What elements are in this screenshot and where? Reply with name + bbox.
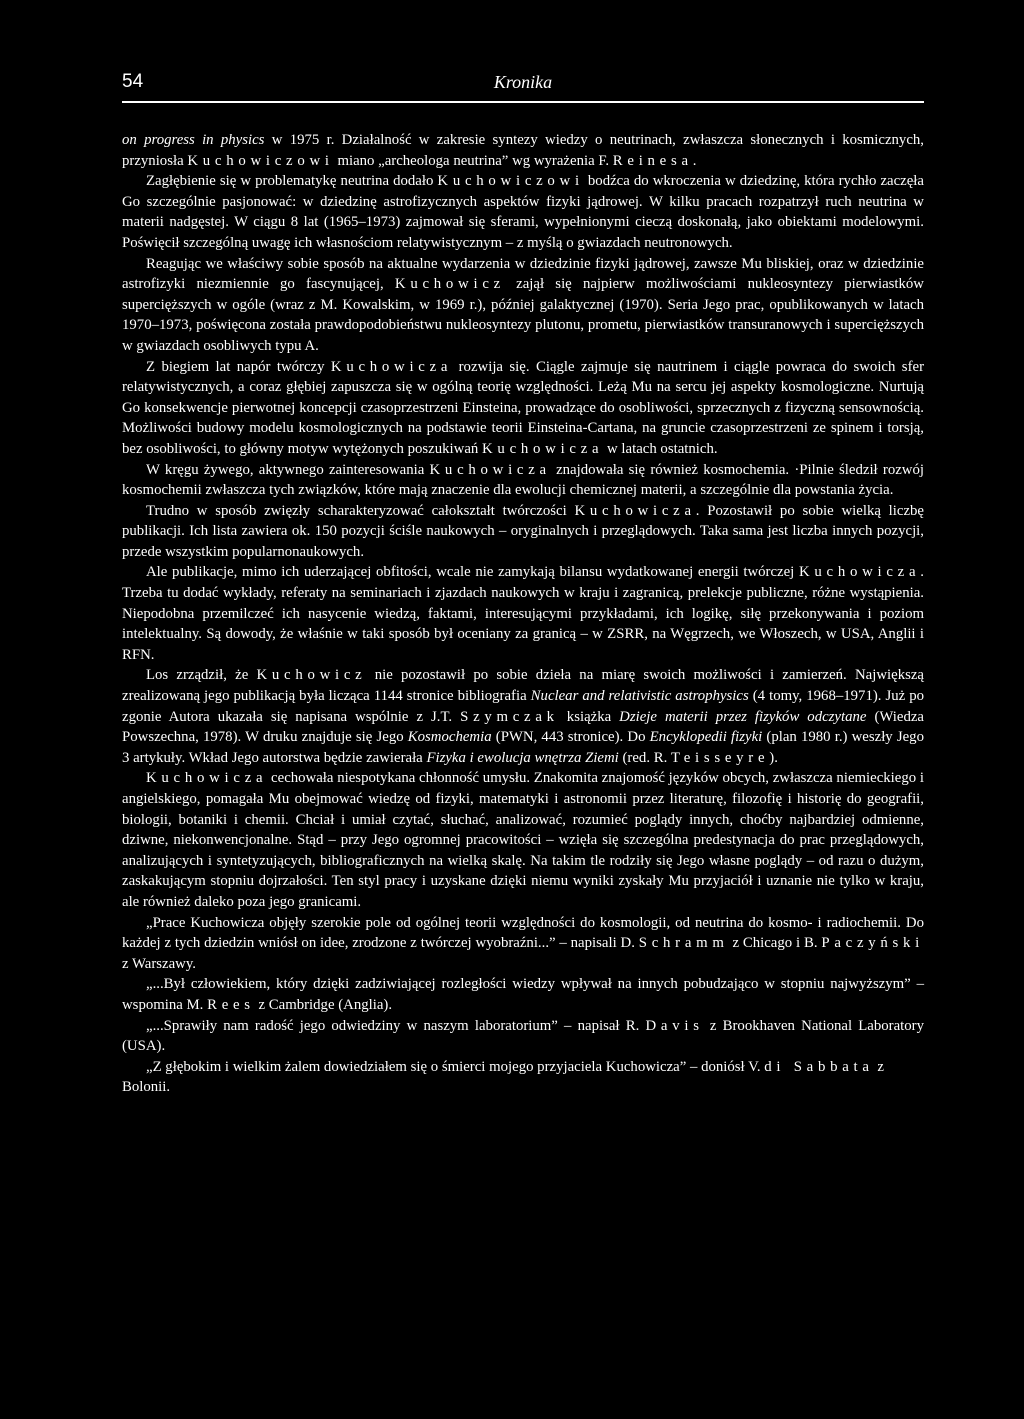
spaced-name: Rees — [207, 996, 255, 1013]
italic-title: Encyklopedii fizyki — [649, 729, 763, 746]
text-run: bodźca do wkroczenia w dziedzinę, która rychło zaczęła Go szczególnie pasjonować: w dziedzinę astrofizycznych aspektów fizyki jądrowej. W kilku pracach rozpatrzył ruch neutrina w materii nadgęstej. W ciągu 8 lat (1965–1973) zajmował się sferami, wypełnionymi cieczą doskonałą, jako obiektami modelowymi. Poświęcił szczególną uwagę ich własnościom relatywistycznym – z myślą o gwiazdach neutronowych. — [122, 173, 924, 251]
page-number: 54 — [122, 71, 144, 92]
italic-title: Dzieje materii przez fizyków odczytane — [619, 708, 867, 725]
text-run: w 1975 r. Działalność w zakresie syntezy wiedzy o neutrinach, zwłaszcza słonecznych i kosmicznych, przyniosła — [122, 132, 924, 169]
spaced-name: Davis — [645, 1017, 704, 1034]
text-run: (PWN, 443 stronice). Do — [491, 729, 650, 746]
paragraph-1 — [122, 130, 924, 171]
text-run: nie pozostawił po sobie dzieła na miarę swoich możliwości i zamierzeń. Największą zrealizowaną jego publikacją była licząca 1144 stronice bibliografia — [122, 667, 924, 705]
spaced-name: Kuchowicza — [330, 358, 453, 375]
text-run: z Cambridge (Anglia). — [254, 996, 393, 1013]
paragraph-10 — [122, 913, 924, 975]
italic-title: Nuclear and relativistic astrophysics — [530, 688, 749, 705]
spaced-name: Kuchowicza — [146, 770, 268, 787]
text-run: (plan 1980 r.) weszły Jego 3 artykuły. Wkład Jego autorstwa będzie zawierała — [122, 729, 924, 766]
spaced-name: Kuchowicza — [482, 440, 604, 457]
text-run: (Wiedza Powszechna, 1978). W druku znajduje się Jego — [122, 708, 924, 746]
spaced-name: Kuchowicz — [256, 667, 367, 684]
spaced-name: Szymczak — [460, 708, 559, 725]
text-run: Ale publikacje, mimo ich uderzającej obfitości, wcale nie zamykają bilansu wydatkowanej energii twórczej — [146, 564, 799, 581]
text-run: . Trzeba tu dodać wykłady, referaty na seminariach i zjazdach naukowych w kraju i zagranicą, prelekcje publiczne, różne wystąpienia. Niepodobna przemilczeć ich nasycenie wiedzą, faktami, interesującymi przykładami, ich logikę, siłę przekonywania i poziom intelektualny. Są dowody, że właśnie w taki sposób był oceniany za granicą – w ZSRR, na Węgrzech, we Włoszech, w USA, Anglii i RFN. — [122, 564, 924, 663]
text-run: z Brookhaven National Laboratory (USA). — [122, 1017, 924, 1055]
spaced-name: Kuchowicz — [394, 276, 505, 293]
text-run: zajął się najpierw możliwościami nukleosyntezy pierwiastków supercięższych w ogóle (wraz z M. Kowalskim, w 1969 r.), później galaktycznej (1970). Seria Jego prac, opublikowanych w latach 1970–1973, poświęcona została prawdopodobieństwu nukleosyntezy plutonu, prometu, pierwiastków transuranowych i supercięższych w gwiazdach osobliwych typu A. — [122, 276, 924, 354]
text-run: (red. R. — [618, 749, 671, 766]
paragraph-5 — [122, 460, 924, 501]
text-run: „...Sprawiły nam radość jego odwiedziny w naszym laboratorium” – napisał R. — [146, 1017, 646, 1034]
text-run: W kręgu żywego, aktywnego zainteresowania — [146, 461, 430, 478]
article-body — [122, 130, 924, 1098]
spaced-name: Kuchowiczowi — [187, 152, 334, 169]
text-run: w latach ostatnich. — [603, 440, 718, 457]
text-run: (4 tomy, 1968–1971). Już po zgonie Autora ukazała się napisana wspólnie z J.T. — [122, 688, 925, 725]
spaced-name: Teisseyre — [670, 749, 770, 766]
paragraph-2 — [122, 171, 924, 253]
text-run: Los zrządził, że — [146, 667, 257, 684]
text-run: „Z głębokim i wielkim żalem dowiedziałem się o śmierci mojego przyjaciela Kuchowicza” – doniósł V. — [146, 1058, 765, 1075]
text-run: Z biegiem lat napór twórczy — [146, 358, 331, 375]
paragraph-7 — [122, 562, 924, 665]
text-run: cechowała niespotykana chłonność umysłu. Znakomita znajomość języków obcych, zwłaszcza niemieckiego i angielskiego, pomagała Mu obejmować wiedzę od fizyki, matematyki i astronomii przez literaturę, filozofię i historię do geografii, biologii, botaniki i chemii. Chciał i umiał czytać, słuchać, analizować, rozumieć poglądy innych, choćby najbardziej odmienne, dziwne, niekonwencjonalne. Stąd – przy Jego ogromnej pracowitości – wzięła się szczególna predestynacja do prac przeglądowych, analizujących i syntetyzujących, bibliograficznych na wielką skalę. Na takim tle rodziły się Jego własne poglądy – od razu o dużym, zaskakującym stopniu dojrzałości. Ten styl pracy i uzyskane dzięki niemu wyniki zyskały Mu przyjaciół i uznanie nie tylko w kraju, ale również daleko poza jego granicami. — [122, 770, 924, 910]
spaced-name: Schramm — [638, 935, 729, 952]
text-run: Zagłębienie się w problematykę neutrina dodało — [146, 173, 438, 190]
paragraph-4 — [122, 357, 924, 460]
text-run: Reagując we właściwy sobie sposób na aktualne wydarzenia w dziedzinie fizyki jądrowej, zawsze Mu bliskiej, oraz w dziedzinie astrofizyki niezmiennie go fascynującej, — [122, 255, 924, 293]
paragraph-11 — [122, 974, 924, 1015]
text-run: „...Był człowiekiem, który dzięki zadziwiającej rozległości wiedzy wpływał na innych pobudzająco w stopniu najwyższym” – wspomina M. — [122, 976, 924, 1013]
italic-title: Kosmochemia — [407, 729, 492, 746]
text-run: z Warszawy. — [122, 955, 196, 972]
text-run: . — [692, 152, 697, 169]
text-run: „Prace Kuchowicza objęły szerokie pole od ogólnej teorii względności do kosmologii, od neutrina do kosmo- i radiochemii. Do każdej z tych dziedzin wniósł on idee, zrodzone z twórczej wyobraźni...” – napisali D. — [122, 914, 924, 952]
spaced-name: Kuchowicza — [429, 461, 551, 478]
header-rule — [122, 101, 924, 103]
text-run: ). — [769, 749, 778, 766]
spaced-name: Paczyński — [821, 935, 924, 952]
text-run: . Pozostawił po sobie wielką liczbę publikacji. Ich lista zawiera ok. 150 pozycji ściśle naukowych – oryginalnych i przeglądowych. Taka sama jest liczba innych pozycji, przede wszystkim popularnonaukowych. — [122, 502, 924, 560]
spaced-name: Kuchowicza — [574, 502, 696, 519]
text-run: Trudno w sposób zwięzły scharakteryzować całokształt twórczości — [146, 502, 575, 519]
text-run: z Chicago i B. — [728, 935, 822, 952]
italic-title: on progress in physics — [122, 132, 265, 148]
paragraph-8 — [122, 665, 924, 768]
running-title: Kronika — [493, 72, 553, 92]
paragraph-3 — [122, 254, 924, 357]
paragraph-13 — [122, 1057, 924, 1098]
text-run: miano „archeologa neutrina” wg wyrażenia F. — [333, 152, 613, 169]
paragraph-12 — [122, 1016, 924, 1057]
spaced-name: Kuchowiczowi — [437, 173, 584, 190]
text-run: z Bolonii. — [122, 1058, 884, 1096]
spaced-name: Reinesa — [612, 152, 693, 169]
spaced-name: di Sabbata — [764, 1058, 874, 1075]
text-run: rozwija się. Ciągle zajmuje się nautrinem i ciągle powraca do swoich sfer relatywistycznych, a coraz głębiej zapuszcza się w ogólną teorię względności. Leżą Mu na sercu jej aspekty kosmologiczne. Nurtują Go konsekwencje pierwotnej koncepcji czasoprzestrzeni Einsteina, prowadzące do osobliwości, sprzecznych z fizyczną sensownością. Możliwości budowy modelu kosmologicznych na podstawie teorii Einsteina-Cartana, na gruncie czasoprzestrzeni ze spinem i torsją, bez osobliwości, to główny motyw wytężonych poszukiwań — [122, 358, 924, 457]
text-run: książka — [558, 708, 620, 725]
spaced-name: Kuchowicza — [798, 564, 921, 581]
paragraph-6 — [122, 501, 924, 563]
text-run: znajdowała się również kosmochemia. ·Pilnie śledził rozwój kosmochemii zwłaszcza tych związków, które mają znaczenie dla ewolucji chemicznej materii, a szczególnie dla powstania życia. — [122, 461, 924, 499]
page-header — [122, 70, 924, 98]
paragraph-9 — [122, 768, 924, 912]
italic-title: Fizyka i ewolucja wnętrza Ziemi — [426, 749, 619, 766]
